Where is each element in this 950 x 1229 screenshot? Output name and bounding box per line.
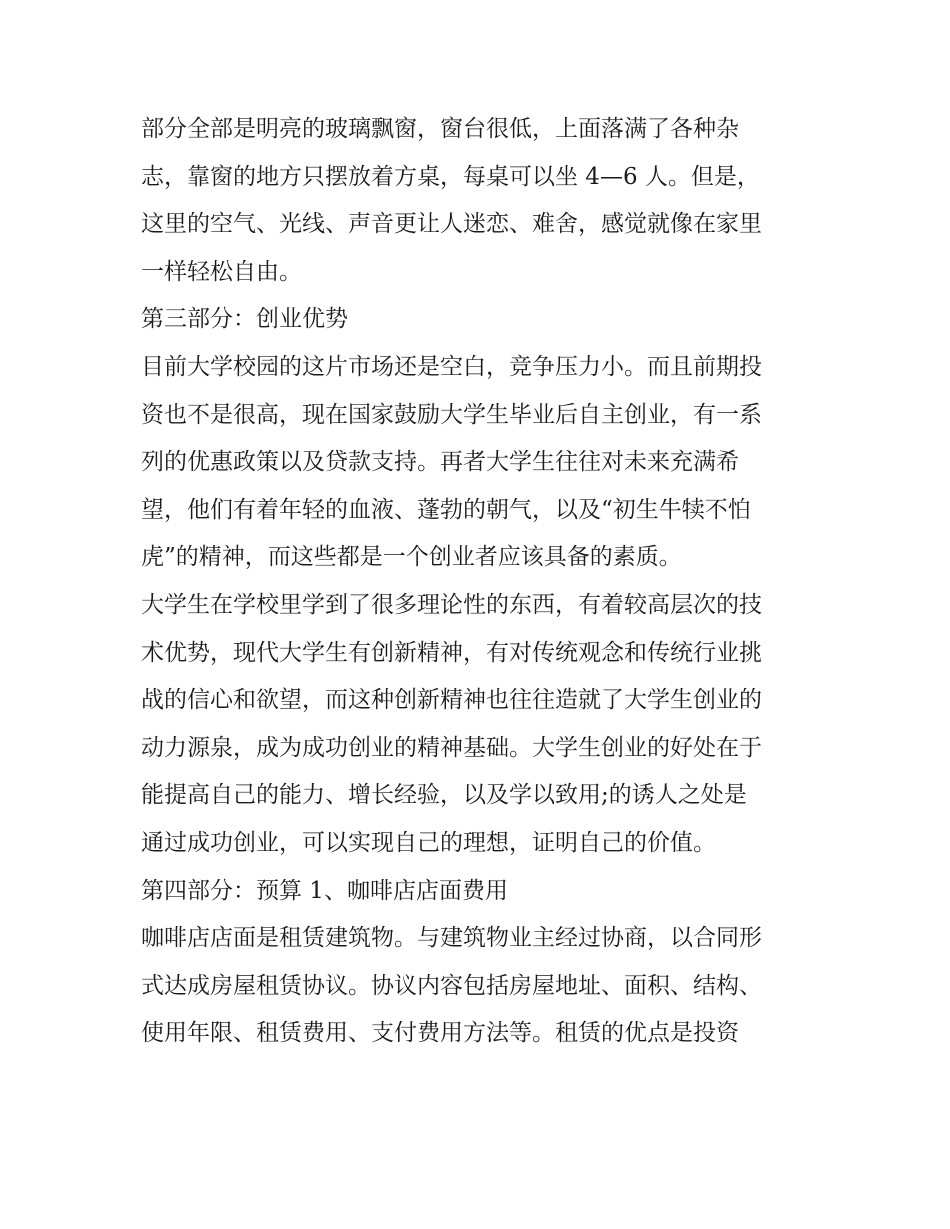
document-body [141, 106, 821, 1058]
body-line: 望，他们有着年轻的血液、蓬勃的朝气，以及“初生牛犊不怕 [141, 496, 751, 523]
body-line: 术优势，现代大学生有创新精神，有对传统观念和传统行业挑 [141, 639, 762, 666]
body-line: 资也不是很高，现在国家鼓励大学生毕业后自主创业，有一系 [141, 401, 762, 428]
body-line: 使用年限、租赁费用、支付费用方法等。租赁的优点是投资 [141, 1020, 739, 1047]
body-line: 志，靠窗的地方只摆放着方桌，每桌可以坐 4—6 人。但是， [141, 163, 760, 190]
body-line: 通过成功创业，可以实现自己的理想，证明自己的价值。 [141, 829, 716, 856]
body-line: 虎”的精神，而这些都是一个创业者应该具备的素质。 [141, 544, 682, 571]
body-line: 目前大学校园的这片市场还是空白，竞争压力小。而且前期投 [141, 353, 762, 380]
body-line: 式达成房屋租赁协议。协议内容包括房屋地址、面积、结构、 [141, 972, 762, 999]
body-line: 列的优惠政策以及贷款支持。再者大学生往往对未来充满希 [141, 449, 739, 476]
body-line: 一样轻松自由。 [141, 258, 302, 285]
body-line: 部分全部是明亮的玻璃飘窗，窗台很低，上面落满了各种杂 [141, 116, 739, 142]
body-line: 能提高自己的能力、增长经验，以及学以致用;的诱人之处是 [141, 782, 747, 809]
section-heading-budget: 第四部分：预算 1、咖啡店店面费用 [141, 877, 508, 904]
section-heading-advantages: 第三部分：创业优势 [141, 306, 348, 333]
body-line: 咖啡店店面是租赁建筑物。与建筑物业主经过协商，以合同形 [141, 925, 762, 952]
body-line: 动力源泉，成为成功创业的精神基础。大学生创业的好处在于 [141, 734, 762, 761]
body-line: 战的信心和欲望，而这种创新精神也往往造就了大学生创业的 [141, 687, 762, 714]
body-line: 大学生在学校里学到了很多理论性的东西，有着较高层次的技 [141, 591, 762, 618]
body-line: 这里的空气、光线、声音更让人迷恋、难舍，感觉就像在家里 [141, 211, 762, 238]
